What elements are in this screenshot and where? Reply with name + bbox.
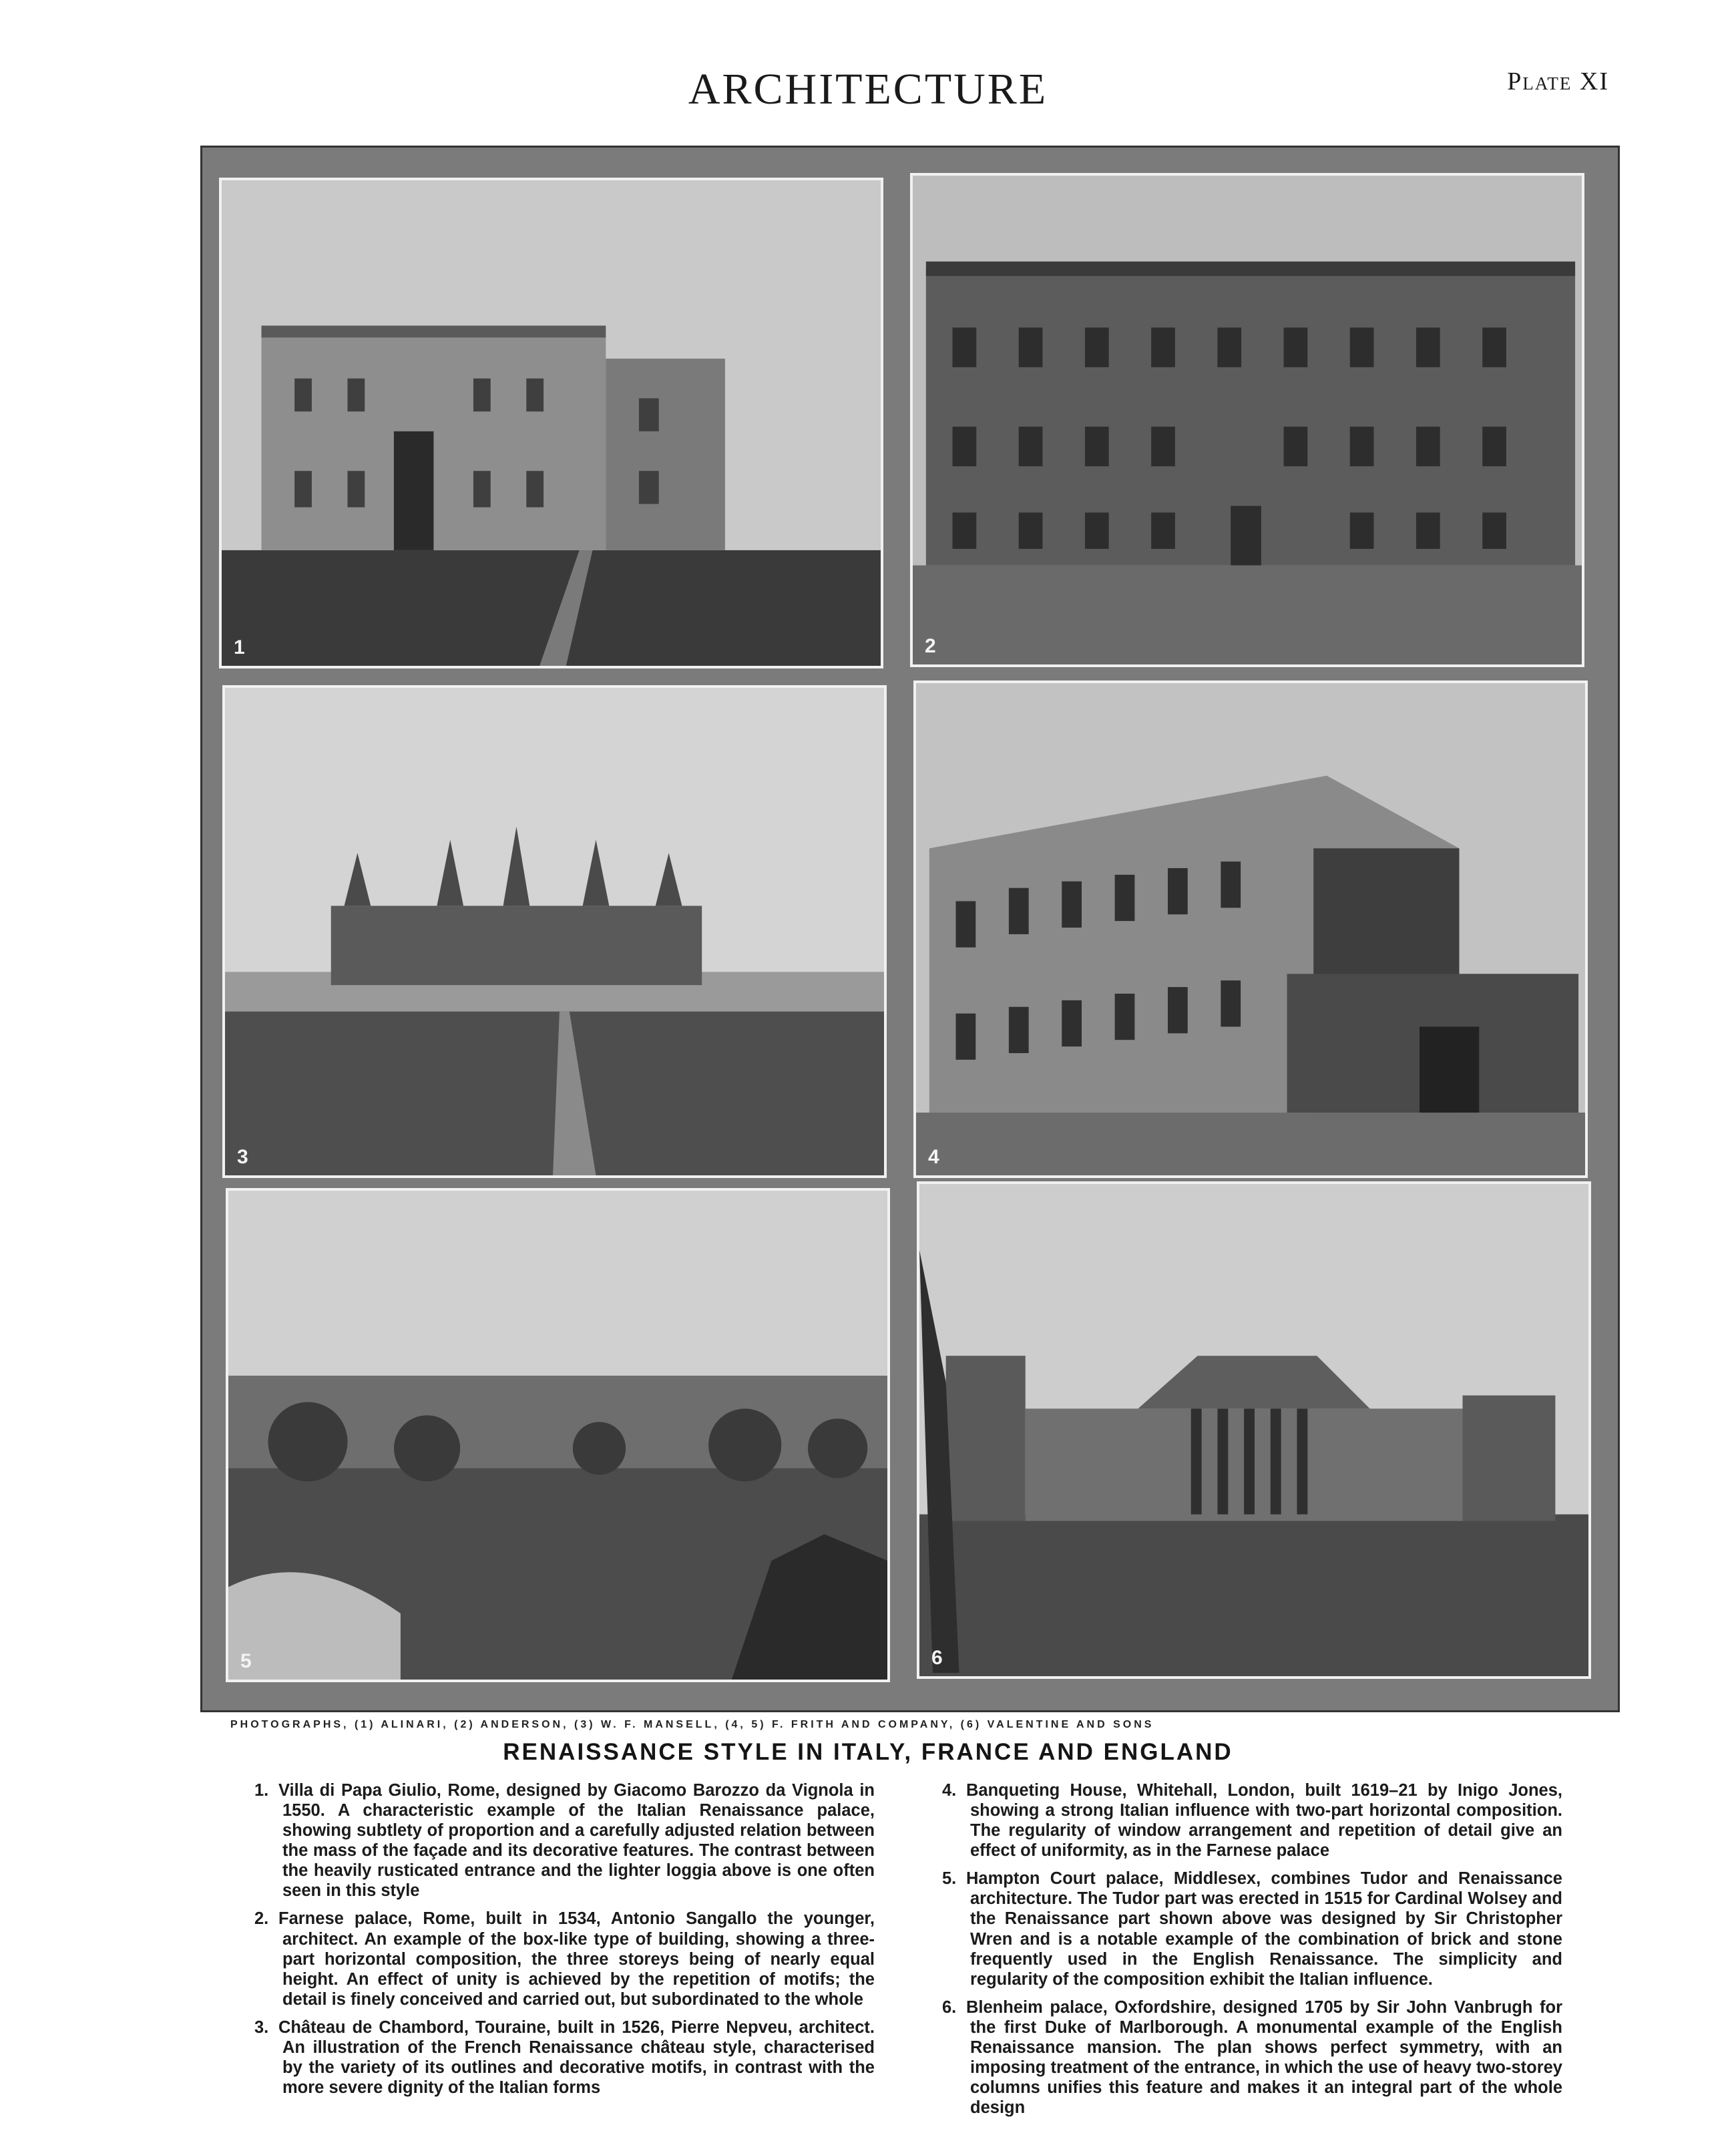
photo-blenheim-palace xyxy=(917,1181,1591,1679)
caption-number: 5. xyxy=(942,1869,957,1889)
photo-board xyxy=(200,146,1620,1712)
caption-item xyxy=(918,1997,1562,2118)
caption-text: Farnese palace, Rome, built in 1534, Antonio Sangallo the younger, architect. An example of the box-like type of building, showing a three-part horizontal composition, the three storeys being of nearly equal height. An effect of unity is achieved by the repetition of motifs; the detail is finely conceived and carried out, but subordinated to the whole xyxy=(278,1909,875,2009)
page-title: ARCHITECTURE xyxy=(688,65,1048,114)
photo-credits: PHOTOGRAPHS, (1) ALINARI, (2) ANDERSON, (3) W. F. MANSELL, (4, 5) F. FRITH AND COMPANY, (6) VALENTINE AND SONS xyxy=(230,1719,1154,1730)
caption-item xyxy=(230,2017,875,2098)
chambord-illustration xyxy=(225,688,884,1175)
caption-item xyxy=(918,1869,1562,1989)
photo-number: 4 xyxy=(928,1146,939,1168)
caption-item xyxy=(230,1909,875,2009)
caption-number: 1. xyxy=(254,1781,269,1800)
captions-right-column xyxy=(918,1780,1562,2126)
photo-banqueting-house xyxy=(913,680,1588,1178)
plate-heading: RENAISSANCE STYLE IN ITALY, FRANCE AND ENGLAND xyxy=(503,1739,1233,1765)
plate-number: Plate XI xyxy=(1507,67,1609,95)
caption-number: 4. xyxy=(942,1781,957,1800)
caption-number: 6. xyxy=(942,1997,957,2017)
villa-illustration xyxy=(222,180,881,666)
hampton-illustration xyxy=(228,1191,887,1680)
photo-number: 1 xyxy=(234,636,245,658)
farnese-illustration xyxy=(913,176,1582,664)
caption-item xyxy=(918,1780,1562,1861)
caption-number: 3. xyxy=(254,2017,269,2037)
caption-number: 2. xyxy=(254,1909,269,1929)
caption-text: Villa di Papa Giulio, Rome, designed by Giacomo Barozzo da Vignola in 1550. A characteristic example of the Italian Renaissance palace, showing subtlety of proportion and a carefully adjusted relation between the mass of the façade and its decorative features. The contrast between the heavily rusticated entrance and the lighter loggia above is one often seen in this style xyxy=(278,1781,875,1901)
photo-farnese-palace xyxy=(910,173,1584,667)
captions-left-column xyxy=(230,1780,875,2106)
photo-number: 3 xyxy=(237,1146,248,1168)
photo-hampton-court xyxy=(226,1188,890,1682)
photo-villa-giulia xyxy=(219,178,883,668)
blenheim-illustration xyxy=(919,1184,1588,1676)
caption-text: Blenheim palace, Oxfordshire, designed 1705 by Sir John Vanbrugh for the first Duke of Marlborough. A monumental example of the English Renaissance mansion. The plan shows perfect symmetry, with an imposing treatment of the entrance, in which the use of heavy two-storey columns unifies this feature and makes it an integral part of the whole design xyxy=(966,1997,1562,2118)
photo-chateau-chambord xyxy=(222,685,887,1178)
photo-number: 6 xyxy=(931,1647,943,1669)
caption-text: Banqueting House, Whitehall, London, built 1619–21 by Inigo Jones, showing a strong Italian influence with two-part horizontal composition. The regularity of window arrangement and repetition of detail give an effect of uniformity, as in the Farnese palace xyxy=(966,1781,1562,1861)
caption-item xyxy=(230,1780,875,1901)
caption-text: Hampton Court palace, Middlesex, combines Tudor and Renaissance architecture. The Tudor part was erected in 1515 for Cardinal Wolsey and the Renaissance part shown above was designed by Sir Christopher Wren and is a notable example of the combination of brick and stone frequently used in the English Renaissance. The simplicity and regularity of the composition exhibit the Italian influence. xyxy=(966,1869,1562,1989)
photo-number: 2 xyxy=(925,635,936,657)
banqueting-illustration xyxy=(916,683,1585,1175)
caption-text: Château de Chambord, Touraine, built in 1526, Pierre Nepveu, architect. An illustration of the French Renaissance château style, characterised by the variety of its outlines and decorative motifs, in contrast with the more severe dignity of the Italian forms xyxy=(278,2017,875,2098)
photo-number: 5 xyxy=(240,1650,252,1672)
